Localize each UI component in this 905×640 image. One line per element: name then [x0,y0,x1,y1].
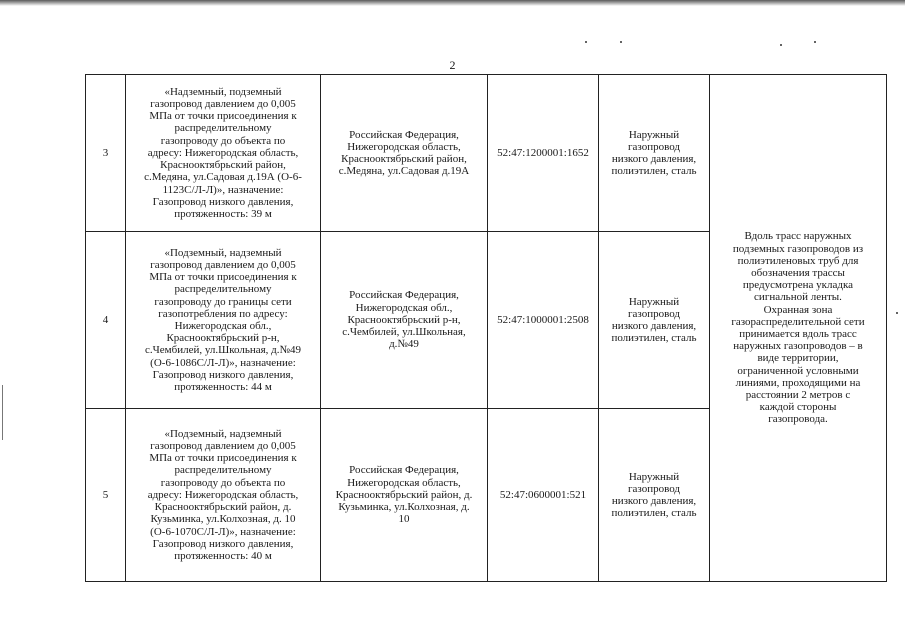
object-description: «Подземный, надземный газопровод давлением до 0,005 МПа от точки присоединения к распределительному газопроводу до границы сети газопотребления по адресу: Нижегородская обл., Краснооктябрьский р-н, с.Чембилей, ул.Школьная, д.№49 (О-6-1086С/Л-Л)», назначение: Газопровод низкого давления, протяженность: 44 м [126,232,321,409]
scan-top-edge [0,0,905,6]
table-row [86,75,887,232]
scan-speck [814,41,816,43]
object-description: «Подземный, надземный газопровод давлением до 0,005 МПа от точки присоединения к распределительному газопроводу до объекта по адресу: Нижегородская область, Краснооктябрьский район, д. Кузьминка, ул.Колхозная, д. 10 (О-6-1070С/Л-Л)», назначение: Газопровод низкого давления, протяженность: 40 м [126,409,321,582]
scan-speck [585,41,587,43]
cadastral-number: 52:47:1000001:2508 [488,232,599,409]
object-address: Российская Федерация, Нижегородская область, Краснооктябрьский район, с.Медяна, ул.Садовая д.19А [321,75,488,232]
scan-speck [780,44,782,46]
object-address: Российская Федерация, Нижегородская обл., Краснооктябрьский р-н, с.Чембилей, ул.Школьная, д.№49 [321,232,488,409]
page-number: 2 [449,58,456,72]
scan-speck [896,312,898,314]
cadastral-number: 52:47:0600001:521 [488,409,599,582]
object-type: Наружный газопровод низкого давления, полиэтилен, сталь [599,75,710,232]
row-number: 4 [86,232,126,409]
scan-margin-mark [2,385,3,440]
cadastral-number: 52:47:1200001:1652 [488,75,599,232]
object-type: Наружный газопровод низкого давления, полиэтилен, сталь [599,409,710,582]
scan-speck [620,41,622,43]
protection-zone-note: Вдоль трасс наружных подземных газопроводов из полиэтиленовых труб для обозначения трассы предусмотрена укладка сигнальной ленты. Охранная зона газораспределительной сети принимается вдоль трасс наружных газопроводов – в виде территории, ограниченной условными линиями, проходящими на расстоянии 2 метров с каждой стороны газопровода. [710,75,887,582]
object-description: «Надземный, подземный газопровод давлением до 0,005 МПа от точки присоединения к распределительному газопроводу до объекта по адресу: Нижегородская область, Краснооктябрьский район, с.Медяна, ул.Садовая д.19А (О-6- 1123С/Л-Л)», назначение: Газопровод низкого давления, протяженность: 39 м [126,75,321,232]
row-number: 5 [86,409,126,582]
object-address: Российская Федерация, Нижегородская область, Краснооктябрьский район, д. Кузьминка, ул.Колхозная, д. 10 [321,409,488,582]
row-number: 3 [86,75,126,232]
gas-pipeline-table [85,74,887,582]
object-type: Наружный газопровод низкого давления, полиэтилен, сталь [599,232,710,409]
